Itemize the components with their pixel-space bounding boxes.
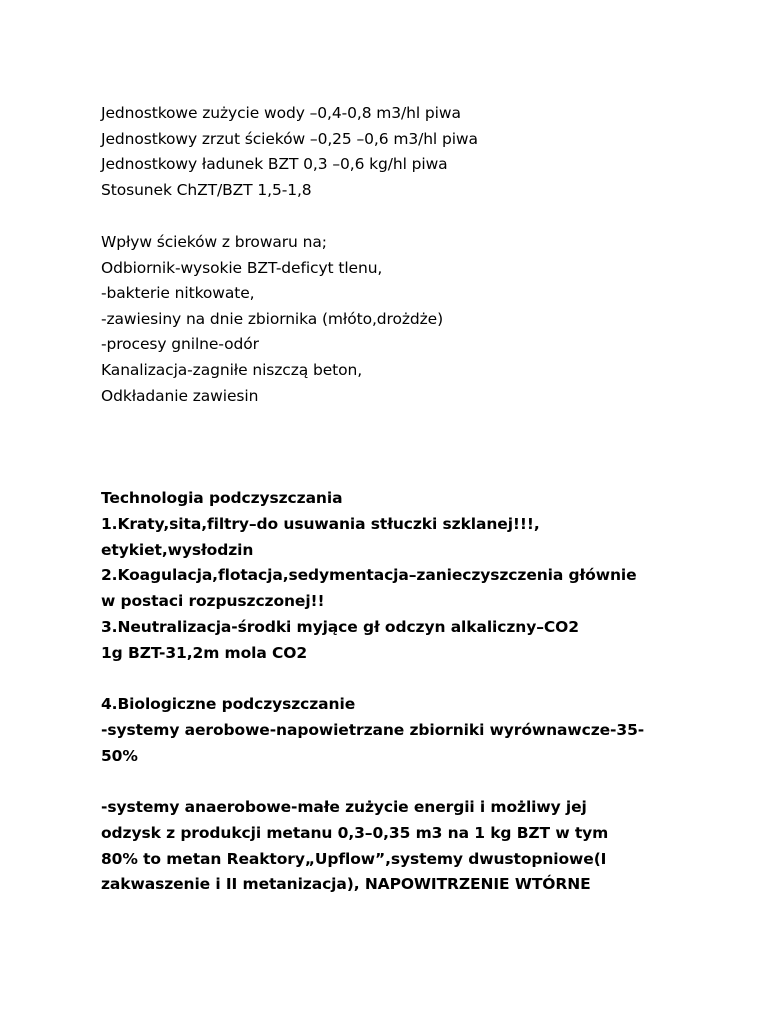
text-line: -zawiesiny na dnie zbiornika (młóto,drożdże) xyxy=(101,309,444,328)
text-line: zakwaszenie i II metanizacja), NAPOWITRZENIE WTÓRNE xyxy=(101,875,591,894)
text-line: -systemy anaerobowe-małe zużycie energii i możliwy jej xyxy=(101,798,587,816)
text-line: 2.Koagulacja,flotacja,sedymentacja–zanieczyszczenia głównie xyxy=(101,566,637,585)
text-line: Stosunek ChZT/BZT 1,5-1,8 xyxy=(101,180,312,199)
anaerobic-systems-paragraph xyxy=(101,795,701,898)
text-line: -systemy aerobowe-napowietrzane zbiorniki wyrównawcze-35- xyxy=(101,720,645,739)
text-line: Jednostkowy zrzut ścieków –0,25 –0,6 m3/hl piwa xyxy=(101,129,478,148)
water-usage-stats-paragraph xyxy=(101,101,701,203)
text-line: w postaci rozpuszczonej!! xyxy=(101,592,325,611)
text-line: -procesy gnilne-odór xyxy=(101,335,259,354)
text-line: Jednostkowy ładunek BZT 0,3 –0,6 kg/hl piwa xyxy=(101,155,448,174)
pretreatment-technology-section xyxy=(101,486,701,667)
text-line: Jednostkowe zużycie wody –0,4-0,8 m3/hl piwa xyxy=(101,104,461,122)
text-line: odzysk z produkcji metanu 0,3–0,35 m3 na 1 kg BZT w tym xyxy=(101,823,609,842)
text-line: 3.Neutralizacja-środki myjące gł odczyn alkaliczny–CO2 xyxy=(101,617,579,636)
wastewater-impact-paragraph xyxy=(101,230,701,409)
text-line: etykiet,wysłodzin xyxy=(101,540,254,559)
text-line: Odkładanie zawiesin xyxy=(101,386,259,405)
text-line: 1.Kraty,sita,filtry–do usuwania stłuczki szklanej!!!, xyxy=(101,514,540,533)
text-line: -bakterie nitkowate, xyxy=(101,284,255,303)
text-line: 50% xyxy=(101,746,138,765)
section-heading: Technologia podczyszczania xyxy=(101,489,343,507)
biological-treatment-section xyxy=(101,692,701,769)
text-line: Wpływ ścieków z browaru na; xyxy=(101,233,327,251)
text-line: Odbiornik-wysokie BZT-deficyt tlenu, xyxy=(101,258,383,277)
text-line: 80% to metan Reaktory„Upflow”,systemy dwustopniowe(I xyxy=(101,849,607,868)
text-line: 1g BZT-31,2m mola CO2 xyxy=(101,643,308,662)
section-heading: 4.Biologiczne podczyszczanie xyxy=(101,695,356,713)
text-line: Kanalizacja-zagniłe niszczą beton, xyxy=(101,360,363,379)
